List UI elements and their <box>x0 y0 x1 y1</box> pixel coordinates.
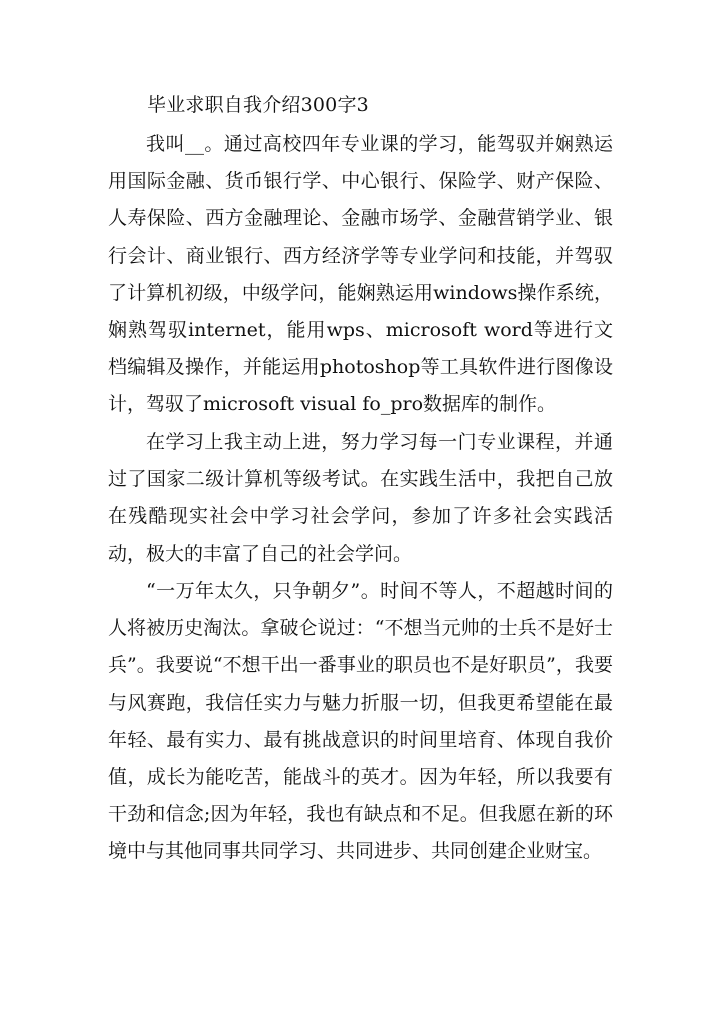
paragraph-aspiration: “一万年太久，只争朝夕”。时间不等人，不超越时间的人将被历史淘汰。拿破仑说过：“不想当元帅的士兵不是好士兵”。我要说“不想干出一番事业的职员也不是好职员”，我要与风赛跑，我信任实力与魅力折服一切，但我更希望能在最年轻、最有实力、最有挑战意识的时间里培育、体现自我价值，成长为能吃苦，能战斗的英才。因为年轻，所以我要有干劲和信念;因为年轻，我也有缺点和不足。但我愿在新的环境中与其他同事共同学习、共同进步、共同创建企业财宝。 <box>108 580 613 863</box>
paragraph-study-practice: 在学习上我主动上进，努力学习每一门专业课程，并通过了国家二级计算机等级考试。在实践生活中，我把自己放在残酷现实社会中学习社会学问，参加了许多社会实践活动，极大的丰富了自己的社会学问。 <box>108 431 613 565</box>
document-title: 毕业求职自我介绍300字3 <box>147 94 369 116</box>
paragraph-education-skills: 我叫__。通过高校四年专业课的学习，能驾驭并娴熟运用国际金融、货币银行学、中心银行、保险学、财产保险、人寿保险、西方金融理论、金融市场学、金融营销学业、银行会计、商业银行、西方经济学等专业学问和技能，并驾驭了计算机初级，中级学问，能娴熟运用windows操作系统，娴熟驾驭internet，能用wps、microsoft word等进行文档编辑及操作，并能运用photoshop等工具软件进行图像设计，驾驭了microsoft visual fo_pro数据库的制作。 <box>108 133 613 416</box>
